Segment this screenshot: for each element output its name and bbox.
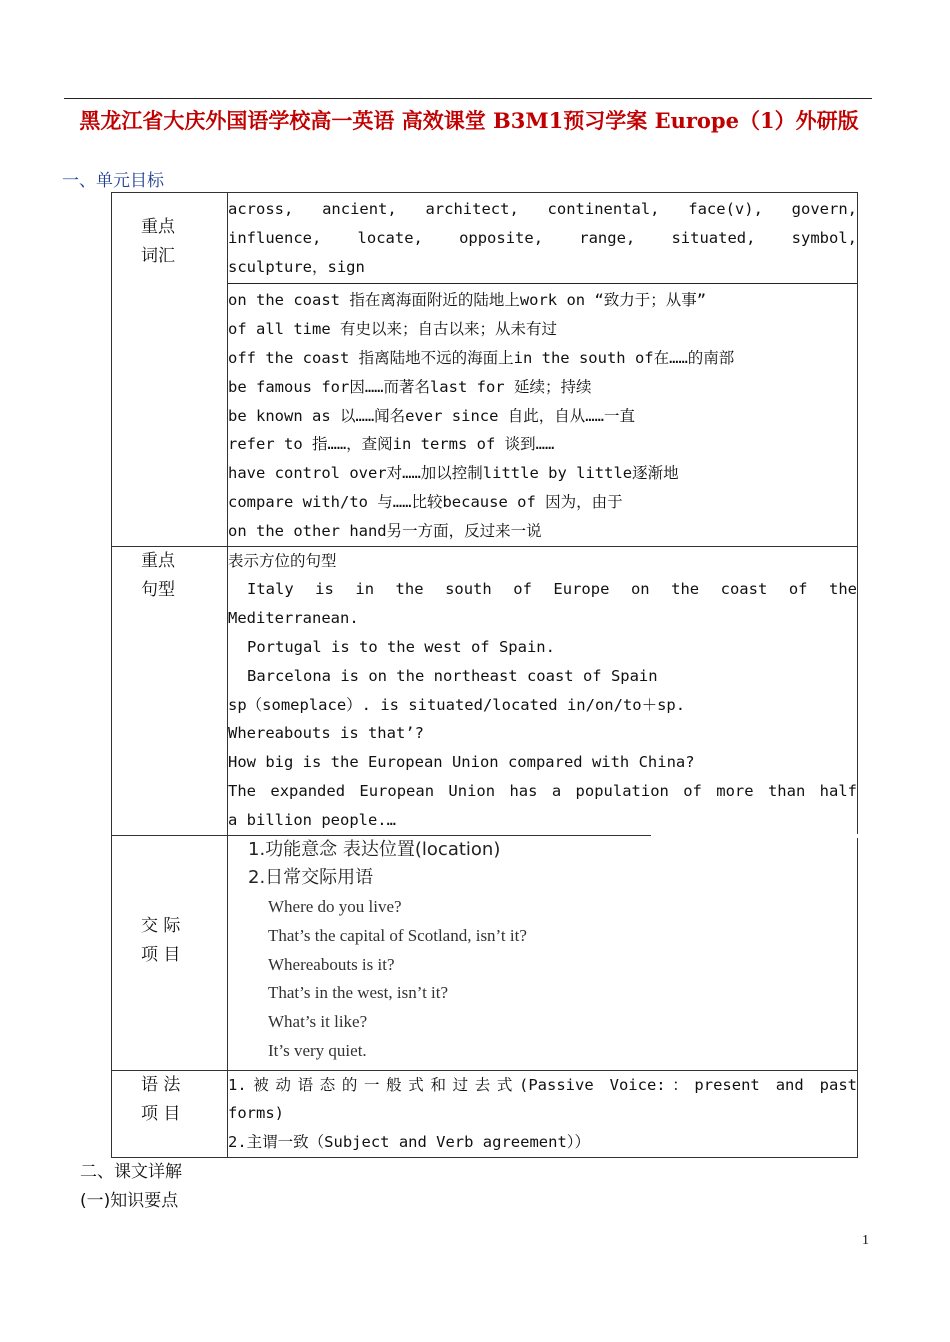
- top-rule: [64, 98, 872, 99]
- vocab-words-line2: influence, locate, opposite, range, situated, symbol,: [228, 228, 857, 247]
- communication-label-cell: [112, 835, 228, 1070]
- communication-image-block: [228, 836, 857, 1070]
- phrase-item: be known as 以……闻名ever since 自此，自从……一直: [228, 406, 635, 425]
- page-number: 1: [862, 1233, 869, 1248]
- communication-sentence: That’s the capital of Scotland, isn’t it?: [268, 925, 527, 945]
- vocab-content-cell: [228, 193, 858, 547]
- vocab-label-cell: [112, 193, 228, 547]
- sentences-heading: 表示方位的句型: [228, 551, 337, 570]
- vocab-divider: [228, 283, 857, 284]
- sentences-label-line2: 句型: [141, 579, 175, 600]
- grammar-item2: 2.主谓一致（Subject and Verb agreement））: [228, 1133, 591, 1152]
- grammar-content-cell: [228, 1070, 858, 1157]
- grammar-label-line1: 语 法: [141, 1074, 181, 1095]
- grammar-row: [112, 1070, 858, 1157]
- phrase-item: off the coast 指离陆地不远的海面上in the south of在……的南部: [228, 348, 735, 367]
- phrase-item: on the other hand另一方面，反过来一说: [228, 521, 542, 540]
- document-title: 黑龙江省大庆外国语学校高一英语 高效课堂 B3M1预习学案 Europe（1）外研版: [79, 108, 859, 133]
- phrase-item: refer to 指……，查阅in terms of 谈到……: [228, 435, 555, 454]
- sentence-portugal: Portugal is to the west of Spain.: [247, 637, 555, 656]
- vocab-words-line3: sculpture，sign: [228, 257, 365, 276]
- grammar-label-line2: 项 目: [141, 1103, 181, 1124]
- sentence-expanded-line1: The expanded European Union has a population of more than half: [228, 781, 857, 800]
- section-heading-text-explanation: 二、课文详解: [80, 1162, 182, 1182]
- phrase-item: have control over对……加以控制little by little逐渐地: [228, 464, 679, 483]
- communication-heading2: 2.日常交际用语: [248, 866, 374, 888]
- vocab-label-line1: 重点: [141, 217, 175, 237]
- communication-content-cell: [228, 835, 858, 1070]
- sentence-how-big: How big is the European Union compared with China?: [228, 753, 695, 772]
- grammar-label-cell: [112, 1070, 228, 1157]
- phrase-item: compare with/to 与……比较because of 因为，由于: [228, 492, 623, 511]
- sentence-whereabouts: Whereabouts is that’?: [228, 724, 424, 743]
- sentence-barcelona: Barcelona is on the northeast coast of Spain: [247, 666, 658, 685]
- phrase-item: be famous for因……而著名last for 延续；持续: [228, 377, 592, 396]
- communication-sentence: That’s in the west, isn’t it?: [268, 982, 449, 1002]
- section-heading-unit-goals: 一、单元目标: [62, 171, 164, 191]
- communication-heading1: 1.功能意念 表达位置(location): [248, 838, 501, 860]
- communication-sentence: Whereabouts is it?: [268, 954, 395, 974]
- communication-sentence: It’s very quiet.: [268, 1040, 367, 1060]
- unit-goals-table: [111, 192, 858, 1158]
- sentences-row: [112, 546, 858, 835]
- sentence-expanded-line2: a billion people.…: [228, 810, 396, 829]
- communication-sentence: Where do you live?: [268, 896, 402, 916]
- sentences-label-cell: [112, 546, 228, 835]
- grammar-item1-line1: 1.被动语态的一般式和过去式(Passive Voice:：present and past: [228, 1075, 857, 1094]
- phrase-item: on the coast 指在离海面附近的陆地上work on “致力于；从事”: [228, 291, 707, 310]
- sentence-italy-line2: Mediterranean.: [228, 609, 359, 628]
- vocab-row: [112, 193, 858, 547]
- sentences-content-cell: [228, 546, 858, 835]
- grammar-item1-line2: forms): [228, 1104, 284, 1123]
- vocab-words-line1: across, ancient, architect, continental, face(v), govern,: [228, 200, 857, 218]
- sentence-italy-line1: Italy is in the south of Europe on the coast of the: [247, 580, 857, 599]
- communication-sentence: What’s it like?: [268, 1011, 368, 1031]
- vocab-label-line2: 词汇: [141, 246, 175, 266]
- section-heading-knowledge-points: (一)知识要点: [80, 1191, 179, 1211]
- communication-row: [112, 835, 858, 1070]
- communication-label-line1: 交 际: [141, 915, 181, 936]
- sentence-situated: sp（someplace）. is situated/located in/on/to＋sp.: [228, 695, 686, 714]
- sentences-label-line1: 重点: [141, 550, 175, 571]
- phrase-item: of all time 有史以来；自古以来；从未有过: [228, 320, 557, 339]
- communication-label-line2: 项 目: [141, 944, 181, 965]
